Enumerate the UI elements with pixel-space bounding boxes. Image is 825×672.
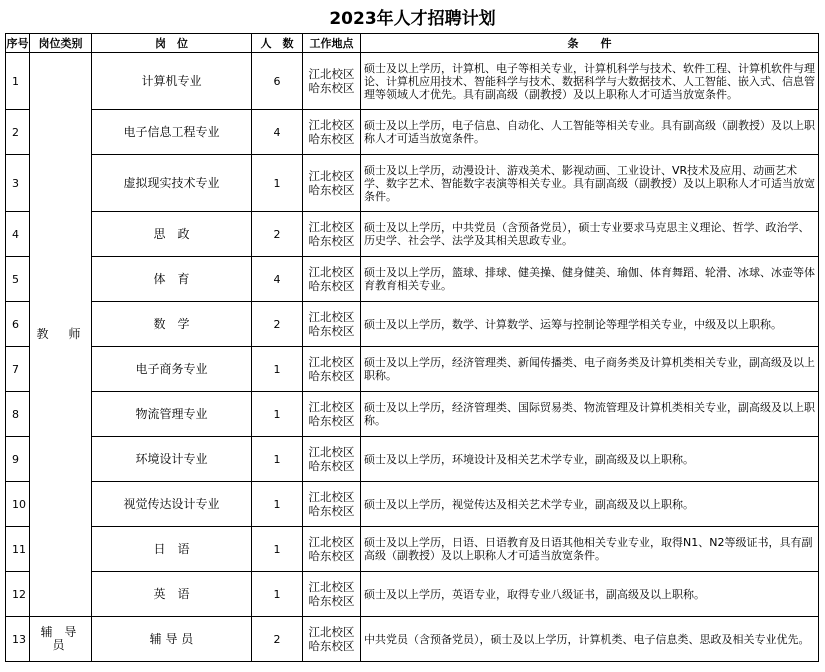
category-teacher: 教 师 <box>30 53 92 617</box>
row-position: 物流管理专业 <box>92 392 252 437</box>
location-line-2: 哈东校区 <box>308 369 355 383</box>
row-index: 2 <box>6 110 30 155</box>
header-location: 工作地点 <box>303 34 361 53</box>
row-location <box>303 572 361 617</box>
row-count: 2 <box>252 302 303 347</box>
row-location <box>303 110 361 155</box>
row-index: 5 <box>6 257 30 302</box>
row-position: 环境设计专业 <box>92 437 252 482</box>
table-row <box>6 257 819 302</box>
row-count: 1 <box>252 527 303 572</box>
location-line-1: 江北校区 <box>308 118 355 132</box>
location-line-2: 哈东校区 <box>308 324 355 338</box>
row-index: 7 <box>6 347 30 392</box>
row-conditions: 硕士及以上学历，动漫设计、游戏美术、影视动画、工业设计、VR技术及应用、动画艺术学、数字艺术、智能数字表演等相关专业。具有副高级（副教授）及以上职称人才可适当放宽条件。 <box>361 155 819 212</box>
row-index: 9 <box>6 437 30 482</box>
row-position: 思 政 <box>92 212 252 257</box>
page-title: 2023年人才招聘计划 <box>329 9 496 29</box>
location-line-1: 江北校区 <box>308 355 355 369</box>
row-count: 2 <box>252 212 303 257</box>
row-location <box>303 212 361 257</box>
row-position: 计算机专业 <box>92 53 252 110</box>
location-line-2: 哈东校区 <box>308 459 355 473</box>
location-line-1: 江北校区 <box>308 169 355 183</box>
location-line-2: 哈东校区 <box>308 414 355 428</box>
row-conditions: 硕士及以上学历，日语、日语教育及日语其他相关专业专业，取得N1、N2等级证书，具有副高级（副教授）及以上职称人才可适当放宽条件。 <box>361 527 819 572</box>
row-count: 2 <box>252 617 303 662</box>
row-index: 6 <box>6 302 30 347</box>
row-conditions: 硕士及以上学历，数学、计算数学、运筹与控制论等理学相关专业，中级及以上职称。 <box>361 302 819 347</box>
row-location <box>303 53 361 110</box>
row-index: 3 <box>6 155 30 212</box>
location-line-1: 江北校区 <box>308 310 355 324</box>
row-conditions: 硕士及以上学历，环境设计及相关艺术学专业，副高级及以上职称。 <box>361 437 819 482</box>
row-position: 视觉传达设计专业 <box>92 482 252 527</box>
location-line-2: 哈东校区 <box>308 183 355 197</box>
row-position: 虚拟现实技术专业 <box>92 155 252 212</box>
row-position: 电子商务专业 <box>92 347 252 392</box>
header-position: 岗 位 <box>92 34 252 53</box>
table-row <box>6 572 819 617</box>
category-counselor: 辅 导 员 <box>30 617 92 662</box>
recruitment-table <box>5 33 819 662</box>
location-line-1: 江北校区 <box>308 67 355 81</box>
location-line-1: 江北校区 <box>308 535 355 549</box>
row-index: 1 <box>6 53 30 110</box>
location-line-1: 江北校区 <box>308 265 355 279</box>
location-line-2: 哈东校区 <box>308 504 355 518</box>
row-location <box>303 437 361 482</box>
row-location <box>303 155 361 212</box>
row-conditions: 硕士及以上学历，计算机、电子等相关专业，计算机科学与技术、软件工程、计算机软件与理论、计算机应用技术、智能科学与技术、数据科学与大数据技术、人工智能、嵌入式、信息管理等领域人才优先。具有副高级（副教授）及以上职称人才可适当放宽条件。 <box>361 53 819 110</box>
row-index: 11 <box>6 527 30 572</box>
row-count: 1 <box>252 572 303 617</box>
row-count: 1 <box>252 347 303 392</box>
row-position: 辅 导 员 <box>92 617 252 662</box>
table-row <box>6 617 819 662</box>
row-conditions: 硕士及以上学历，英语专业，取得专业八级证书，副高级及以上职称。 <box>361 572 819 617</box>
table-row <box>6 482 819 527</box>
row-location <box>303 257 361 302</box>
location-line-1: 江北校区 <box>308 490 355 504</box>
header-category: 岗位类别 <box>30 34 92 53</box>
row-count: 1 <box>252 155 303 212</box>
row-conditions: 硕士及以上学历，电子信息、自动化、人工智能等相关专业。具有副高级（副教授）及以上职称人才可适当放宽条件。 <box>361 110 819 155</box>
header-conditions: 条 件 <box>361 34 819 53</box>
location-line-1: 江北校区 <box>308 400 355 414</box>
row-conditions: 中共党员（含预备党员），硕士及以上学历，计算机类、电子信息类、思政及相关专业优先。 <box>361 617 819 662</box>
location-line-2: 哈东校区 <box>308 81 355 95</box>
table-row <box>6 392 819 437</box>
row-index: 4 <box>6 212 30 257</box>
location-line-1: 江北校区 <box>308 625 355 639</box>
header-index: 序号 <box>6 34 30 53</box>
header-count: 人 数 <box>252 34 303 53</box>
row-location <box>303 482 361 527</box>
table-row <box>6 302 819 347</box>
row-location <box>303 302 361 347</box>
row-position: 电子信息工程专业 <box>92 110 252 155</box>
row-count: 4 <box>252 110 303 155</box>
table-row <box>6 110 819 155</box>
row-position: 日 语 <box>92 527 252 572</box>
row-count: 6 <box>252 53 303 110</box>
location-line-2: 哈东校区 <box>308 639 355 653</box>
location-line-2: 哈东校区 <box>308 234 355 248</box>
row-position: 英 语 <box>92 572 252 617</box>
row-location <box>303 392 361 437</box>
row-position: 数 学 <box>92 302 252 347</box>
row-index: 12 <box>6 572 30 617</box>
location-line-2: 哈东校区 <box>308 279 355 293</box>
row-count: 1 <box>252 437 303 482</box>
location-line-1: 江北校区 <box>308 445 355 459</box>
table-row <box>6 437 819 482</box>
location-line-2: 哈东校区 <box>308 549 355 563</box>
table-row <box>6 155 819 212</box>
table-row <box>6 212 819 257</box>
row-conditions: 硕士及以上学历，经济管理类、国际贸易类、物流管理及计算机类相关专业，副高级及以上职称。 <box>361 392 819 437</box>
row-index: 8 <box>6 392 30 437</box>
row-conditions: 硕士及以上学历，中共党员（含预备党员），硕士专业要求马克思主义理论、哲学、政治学、历史学、社会学、法学及其相关思政专业。 <box>361 212 819 257</box>
row-count: 1 <box>252 392 303 437</box>
table-row <box>6 527 819 572</box>
table-header-row <box>6 34 819 53</box>
row-location <box>303 347 361 392</box>
row-conditions: 硕士及以上学历，视觉传达及相关艺术学专业，副高级及以上职称。 <box>361 482 819 527</box>
location-line-1: 江北校区 <box>308 580 355 594</box>
row-conditions: 硕士及以上学历，经济管理类、新闻传播类、电子商务类及计算机类相关专业，副高级及以上职称。 <box>361 347 819 392</box>
table-row <box>6 53 819 110</box>
location-line-2: 哈东校区 <box>308 594 355 608</box>
location-line-2: 哈东校区 <box>308 132 355 146</box>
row-count: 4 <box>252 257 303 302</box>
row-position: 体 育 <box>92 257 252 302</box>
row-location <box>303 527 361 572</box>
row-conditions: 硕士及以上学历，篮球、排球、健美操、健身健美、瑜伽、体育舞蹈、轮滑、冰球、冰壶等体育教育相关专业。 <box>361 257 819 302</box>
row-location <box>303 617 361 662</box>
row-index: 10 <box>6 482 30 527</box>
table-row <box>6 347 819 392</box>
row-index: 13 <box>6 617 30 662</box>
location-line-1: 江北校区 <box>308 220 355 234</box>
row-count: 1 <box>252 482 303 527</box>
